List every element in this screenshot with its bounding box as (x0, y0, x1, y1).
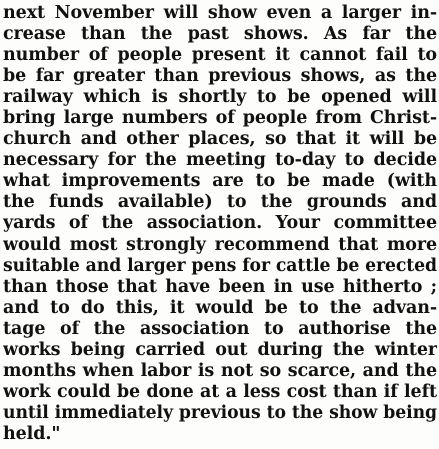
article-line: what improvements are to be made (with (3, 171, 437, 192)
article-line: yards of the association. Your committee (3, 213, 437, 234)
article-line: tage of the association to authorise the (3, 318, 437, 339)
article-line: would most strongly recommend that more (3, 234, 437, 255)
article-text-column (3, 3, 437, 445)
article-line: work could be done at a less cost than if left (3, 381, 437, 402)
article-line: the funds available) to the grounds and (3, 192, 437, 213)
article-line: next November will show even a larger in- (3, 3, 437, 23)
article-line: railway which is shortly to be opened will (3, 87, 437, 108)
article-line: and to do this, it would be to the advan- (3, 297, 437, 318)
article-line: necessary for the meeting to-day to decide (3, 150, 437, 171)
article-line: church and other places, so that it will be (3, 129, 437, 150)
article-line: suitable and larger pens for cattle be erected (3, 255, 437, 276)
article-line: bring large numbers of people from Christ- (3, 108, 437, 129)
article-line: held." (3, 423, 61, 444)
article-line: number of people present it cannot fail to (3, 45, 437, 66)
article-line: than those that have been in use hitherto ; (3, 276, 437, 297)
article-line: be far greater than previous shows, as the (3, 66, 437, 87)
article-line: works being carried out during the winter (3, 339, 437, 360)
article-line: crease than the past shows. As far the (3, 24, 437, 45)
article-line: months when labor is not so scarce, and the (3, 360, 437, 381)
article-line: until immediately previous to the show being (3, 402, 437, 423)
